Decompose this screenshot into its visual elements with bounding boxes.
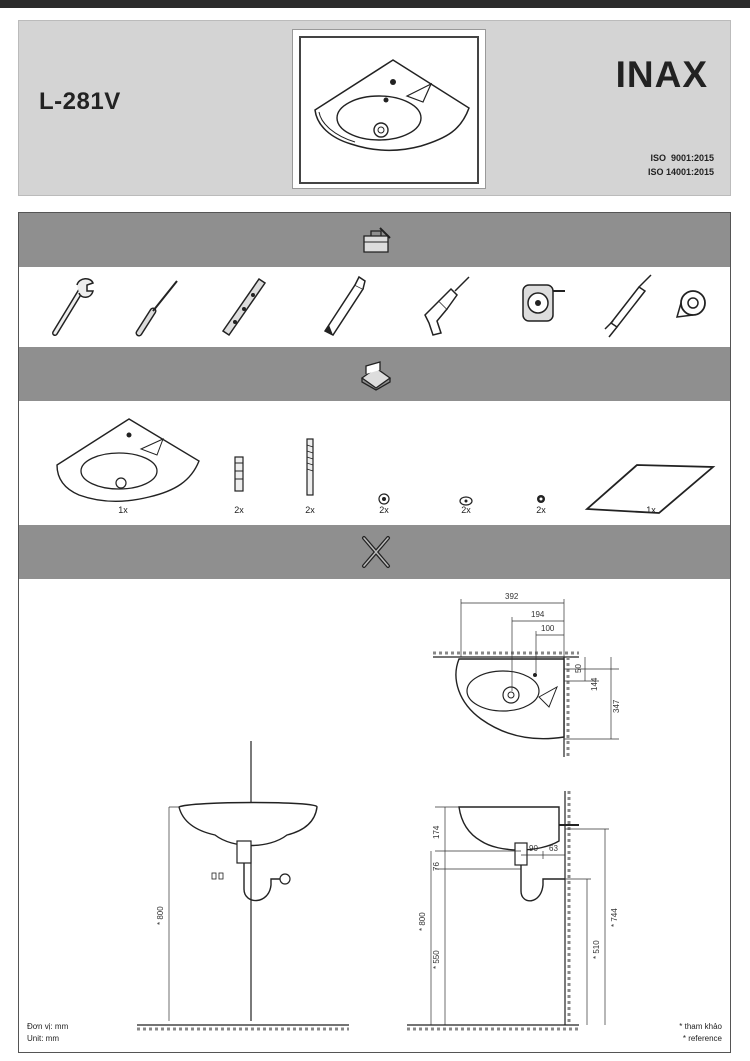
header-panel (18, 20, 731, 196)
cross-icon (358, 534, 394, 570)
spirit-level-icon (215, 273, 275, 339)
dim-744: * 744 (610, 908, 619, 927)
install-section-header (19, 525, 730, 579)
front-view (137, 741, 349, 1029)
washer-a-part (379, 494, 389, 504)
unit-label-vi: Đơn vị: mm (27, 1022, 69, 1031)
dim-194: 194 (531, 610, 545, 619)
technical-drawing (19, 579, 730, 1052)
reference-note-en: * reference (682, 1034, 722, 1043)
parts-box-icon (358, 356, 394, 392)
corner-basin-part (57, 419, 199, 501)
top-bar (0, 0, 750, 8)
toolbox-icon (358, 222, 394, 258)
reference-note-vi: * tham khảo (679, 1022, 722, 1031)
nut-part (537, 495, 545, 503)
dim-510: * 510 (592, 940, 601, 959)
dimension-drawings (19, 579, 730, 1052)
dim-front-800: * 800 (156, 906, 165, 925)
basin-illustration (301, 38, 477, 182)
product-thumbnail (292, 29, 486, 189)
dim-76: 76 (432, 862, 441, 871)
drill-icon (417, 273, 477, 339)
iso-9001: ISO 9001:2015 (650, 153, 714, 163)
dim-144: 144 (590, 677, 599, 691)
dim-90: 90 (529, 844, 538, 853)
tape-measure-icon (515, 273, 575, 339)
dim-550: * 550 (432, 950, 441, 969)
unit-label-en: Unit: mm (27, 1034, 59, 1043)
qty-washer-b: 2x (461, 505, 471, 515)
qty-basin: 1x (118, 505, 128, 515)
wall-plug-part (235, 457, 243, 491)
teflon-tape-icon (667, 273, 727, 339)
screwdriver-icon (129, 273, 189, 339)
dim-side-800: * 800 (418, 912, 427, 931)
parts-section-header (19, 347, 730, 401)
iso-14001: ISO 14001:2015 (647, 167, 714, 177)
silicone-gun-icon (599, 273, 659, 339)
pencil-icon (315, 273, 375, 339)
top-view (433, 592, 621, 757)
instruction-frame (18, 212, 731, 1053)
dim-347: 347 (612, 699, 621, 713)
wrench-icon (41, 273, 101, 339)
qty-nut: 2x (536, 505, 546, 515)
dim-392: 392 (505, 592, 519, 601)
dim-174: 174 (432, 825, 441, 839)
dim-100: 100 (541, 624, 555, 633)
qty-washer-a: 2x (379, 505, 389, 515)
dim-63: 63 (549, 844, 558, 853)
side-view (407, 791, 619, 1029)
dim-50: 50 (574, 664, 583, 673)
qty-wall-plug: 2x (234, 505, 244, 515)
tools-row (19, 267, 730, 347)
screw-bolt-part (307, 439, 313, 495)
parts-row (19, 401, 730, 525)
tools-section-header (19, 213, 730, 267)
model-number: L-281V (39, 88, 121, 115)
brand-logo: INAX (615, 54, 708, 95)
washer-b-part (460, 497, 472, 505)
qty-template: 1x (646, 505, 656, 515)
qty-screw-bolt: 2x (305, 505, 315, 515)
